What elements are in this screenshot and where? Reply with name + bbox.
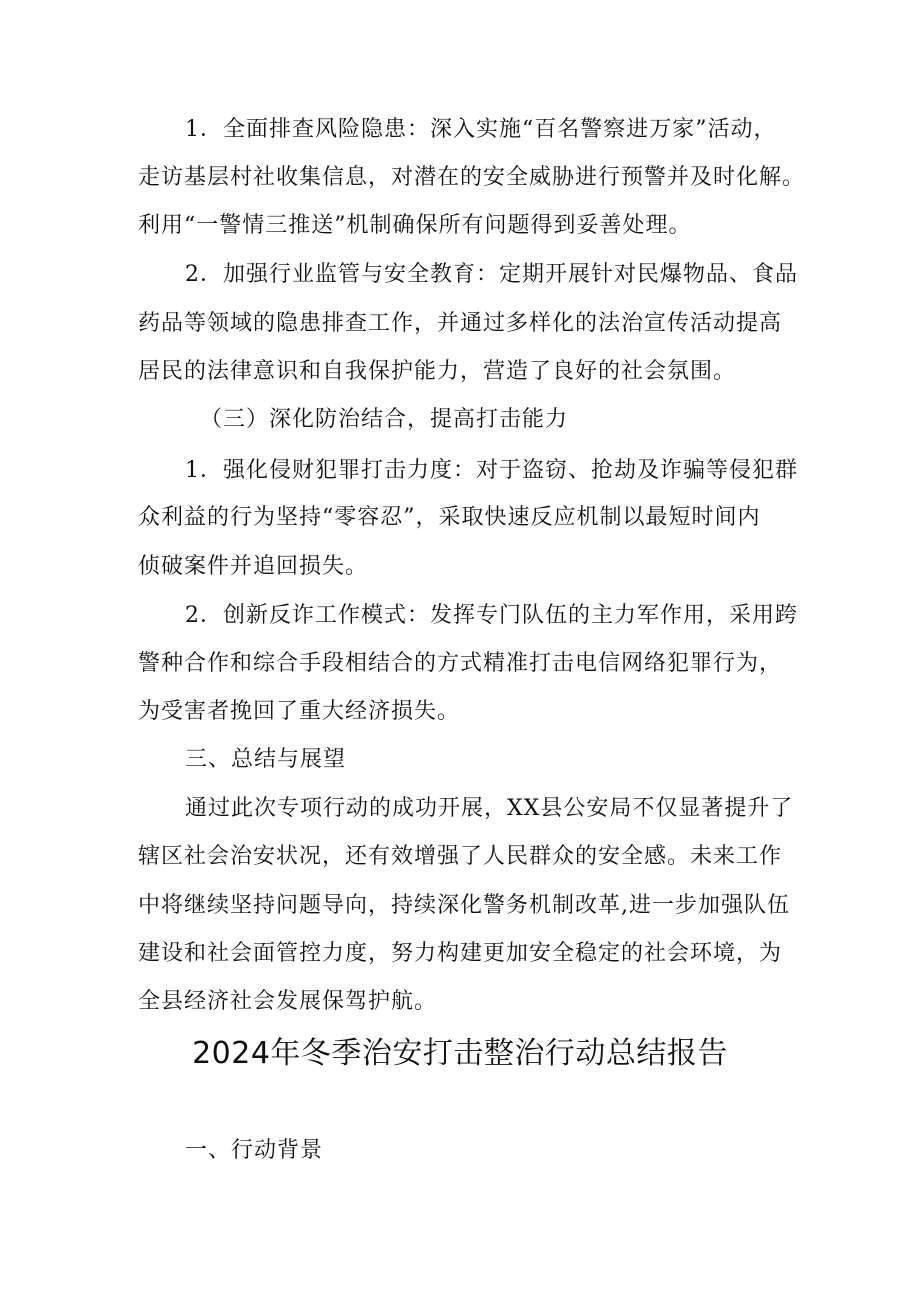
paragraph-line: 建设和社会面管控力度，努力构建更加安全稳定的社会环境，为 bbox=[138, 941, 783, 966]
paragraph-line: 2．加强行业监管与安全教育：定期开展针对民爆物品、食品 bbox=[185, 262, 798, 287]
section-heading-summary: 三、总结与展望 bbox=[185, 747, 347, 772]
section-heading-background: 一、行动背景 bbox=[185, 1138, 324, 1163]
paragraph-line: 通过此次专项行动的成功开展，XX县公安局不仅显著提升了 bbox=[185, 796, 794, 821]
paragraph-line: 利用“一警情三推送”机制确保所有问题得到妥善处理。 bbox=[138, 213, 692, 238]
paragraph-line: 为受害者挽回了重大经济损失。 bbox=[138, 699, 461, 724]
paragraph-line: 2．创新反诈工作模式：发挥专门队伍的主力军作用，采用跨 bbox=[185, 603, 798, 628]
subheading-text: （三）深化防治结合，提高打击能力 bbox=[200, 407, 569, 432]
paragraph-line: 警种合作和综合手段相结合的方式精准打击电信网络犯罪行为， bbox=[138, 651, 783, 676]
paragraph-line: 走访基层村社收集信息，对潜在的安全威胁进行预警并及时化解。 bbox=[138, 165, 806, 190]
paragraph-line: 1．强化侵财犯罪打击力度：对于盗窃、抢劫及诈骗等侵犯群 bbox=[185, 458, 798, 483]
paragraph-line: 1．全面排查风险隐患：深入实施“百名警察进万家”活动， bbox=[185, 117, 777, 142]
paragraph-line: 侦破案件并追回损失。 bbox=[138, 554, 369, 579]
paragraph-line: 居民的法律意识和自我保护能力，营造了良好的社会氛围。 bbox=[138, 359, 737, 384]
paragraph-line: 药品等领域的隐患排查工作，并通过多样化的法治宣传活动提高 bbox=[138, 311, 783, 336]
paragraph-line: 中将继续坚持问题导向，持续深化警务机制改革,进一步加强队伍 bbox=[138, 893, 790, 918]
paragraph-line: 众利益的行为坚持“零容忍”，采取快速反应机制以最短时间内 bbox=[138, 505, 761, 530]
paragraph-line: 辖区社会治安状况，还有效增强了人民群众的安全感。未来工作 bbox=[138, 844, 783, 869]
paragraph-line: 全县经济社会发展保驾护航。 bbox=[138, 989, 438, 1014]
document-title: 2024年冬季治安打击整治行动总结报告 bbox=[192, 1036, 728, 1071]
